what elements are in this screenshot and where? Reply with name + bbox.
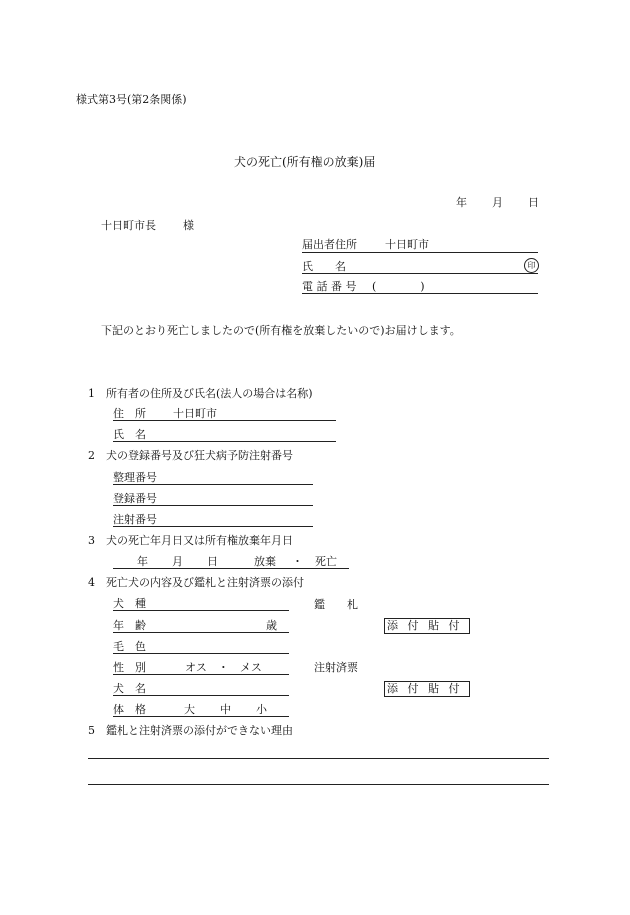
coat-color-line[interactable] bbox=[113, 653, 289, 654]
section-3-number: 3 bbox=[88, 534, 95, 547]
owner-address-value: 十日町市 bbox=[173, 407, 217, 420]
reporter-phone-label: 電 話 番 号 bbox=[302, 280, 357, 293]
vaccine-attach-box[interactable]: 添 付 貼 付 bbox=[384, 681, 470, 697]
registration-number-line[interactable] bbox=[113, 505, 313, 506]
sex-options[interactable]: オス ・ メス bbox=[185, 661, 262, 674]
owner-name-line[interactable] bbox=[113, 441, 336, 442]
reporter-address-line[interactable] bbox=[302, 252, 538, 253]
section-3-heading: 犬の死亡年月日又は所有権放棄年月日 bbox=[106, 534, 293, 547]
death-year-label: 年 bbox=[137, 555, 148, 568]
dog-name-line[interactable] bbox=[113, 695, 289, 696]
body-size-line[interactable] bbox=[113, 716, 289, 717]
date-month-label: 月 bbox=[492, 196, 503, 209]
section-5-heading: 鑑札と注射済票の添付ができない理由 bbox=[106, 724, 293, 737]
owner-address-line[interactable] bbox=[113, 420, 336, 421]
reporter-phone-line[interactable] bbox=[302, 293, 538, 294]
body-size-label: 体 格 bbox=[113, 703, 146, 716]
form-number: 様式第3号(第2条関係) bbox=[76, 93, 187, 106]
registration-number-label: 登録番号 bbox=[113, 492, 157, 505]
section-5-number: 5 bbox=[88, 724, 95, 737]
control-number-line[interactable] bbox=[113, 484, 313, 485]
section-4-heading: 死亡犬の内容及び鑑札と注射済票の添付 bbox=[106, 576, 304, 589]
option-death[interactable]: 死亡 bbox=[315, 555, 337, 568]
seal-mark-icon: 印 bbox=[524, 258, 539, 273]
size-large[interactable]: 大 bbox=[184, 703, 195, 716]
breed-line[interactable] bbox=[113, 610, 289, 611]
addressee-name: 十日町市長 bbox=[101, 219, 156, 232]
section-1-number: 1 bbox=[88, 387, 95, 400]
death-month-label: 月 bbox=[172, 555, 183, 568]
vaccine-tag-label: 注射済票 bbox=[314, 661, 358, 674]
date-day-label: 日 bbox=[528, 196, 539, 209]
death-day-label: 日 bbox=[207, 555, 218, 568]
date-year-label: 年 bbox=[456, 196, 467, 209]
death-date-line[interactable] bbox=[113, 568, 349, 569]
license-tag-label: 鑑 札 bbox=[314, 598, 358, 611]
sex-label: 性 別 bbox=[113, 661, 146, 674]
option-separator: ・ bbox=[292, 555, 303, 568]
reporter-address-value: 十日町市 bbox=[385, 238, 429, 251]
reason-line-2[interactable] bbox=[88, 784, 549, 785]
injection-number-line[interactable] bbox=[113, 526, 313, 527]
section-1-heading: 所有者の住所及び氏名(法人の場合は名称) bbox=[106, 387, 313, 400]
section-4-number: 4 bbox=[88, 576, 95, 589]
injection-number-label: 注射番号 bbox=[113, 513, 157, 526]
reporter-address-label: 届出者住所 bbox=[302, 238, 357, 251]
reporter-phone-value: ( ) bbox=[372, 280, 425, 293]
dog-name-label: 犬 名 bbox=[113, 682, 146, 695]
license-attach-box[interactable]: 添 付 貼 付 bbox=[384, 618, 470, 634]
size-medium[interactable]: 中 bbox=[220, 703, 231, 716]
sex-line[interactable] bbox=[113, 674, 289, 675]
age-line[interactable] bbox=[113, 632, 289, 633]
owner-name-label: 氏 名 bbox=[113, 428, 146, 441]
statement-text: 下記のとおり死亡しましたので(所有権を放棄したいので)お届けします。 bbox=[101, 324, 461, 337]
section-2-number: 2 bbox=[88, 449, 95, 462]
page-title: 犬の死亡(所有権の放棄)届 bbox=[234, 155, 376, 169]
coat-color-label: 毛 色 bbox=[113, 640, 146, 653]
age-label: 年 齢 bbox=[113, 619, 146, 632]
owner-address-label: 住 所 bbox=[113, 407, 146, 420]
breed-label: 犬 種 bbox=[113, 597, 146, 610]
reporter-name-line[interactable] bbox=[302, 273, 538, 274]
reason-line-1[interactable] bbox=[88, 758, 549, 759]
option-abandon[interactable]: 放棄 bbox=[254, 555, 276, 568]
control-number-label: 整理番号 bbox=[113, 471, 157, 484]
size-small[interactable]: 小 bbox=[256, 703, 267, 716]
section-2-heading: 犬の登録番号及び狂犬病予防注射番号 bbox=[106, 449, 293, 462]
reporter-name-label: 氏 名 bbox=[302, 260, 346, 273]
age-unit: 歳 bbox=[266, 619, 277, 632]
addressee-honorific: 様 bbox=[183, 219, 194, 232]
